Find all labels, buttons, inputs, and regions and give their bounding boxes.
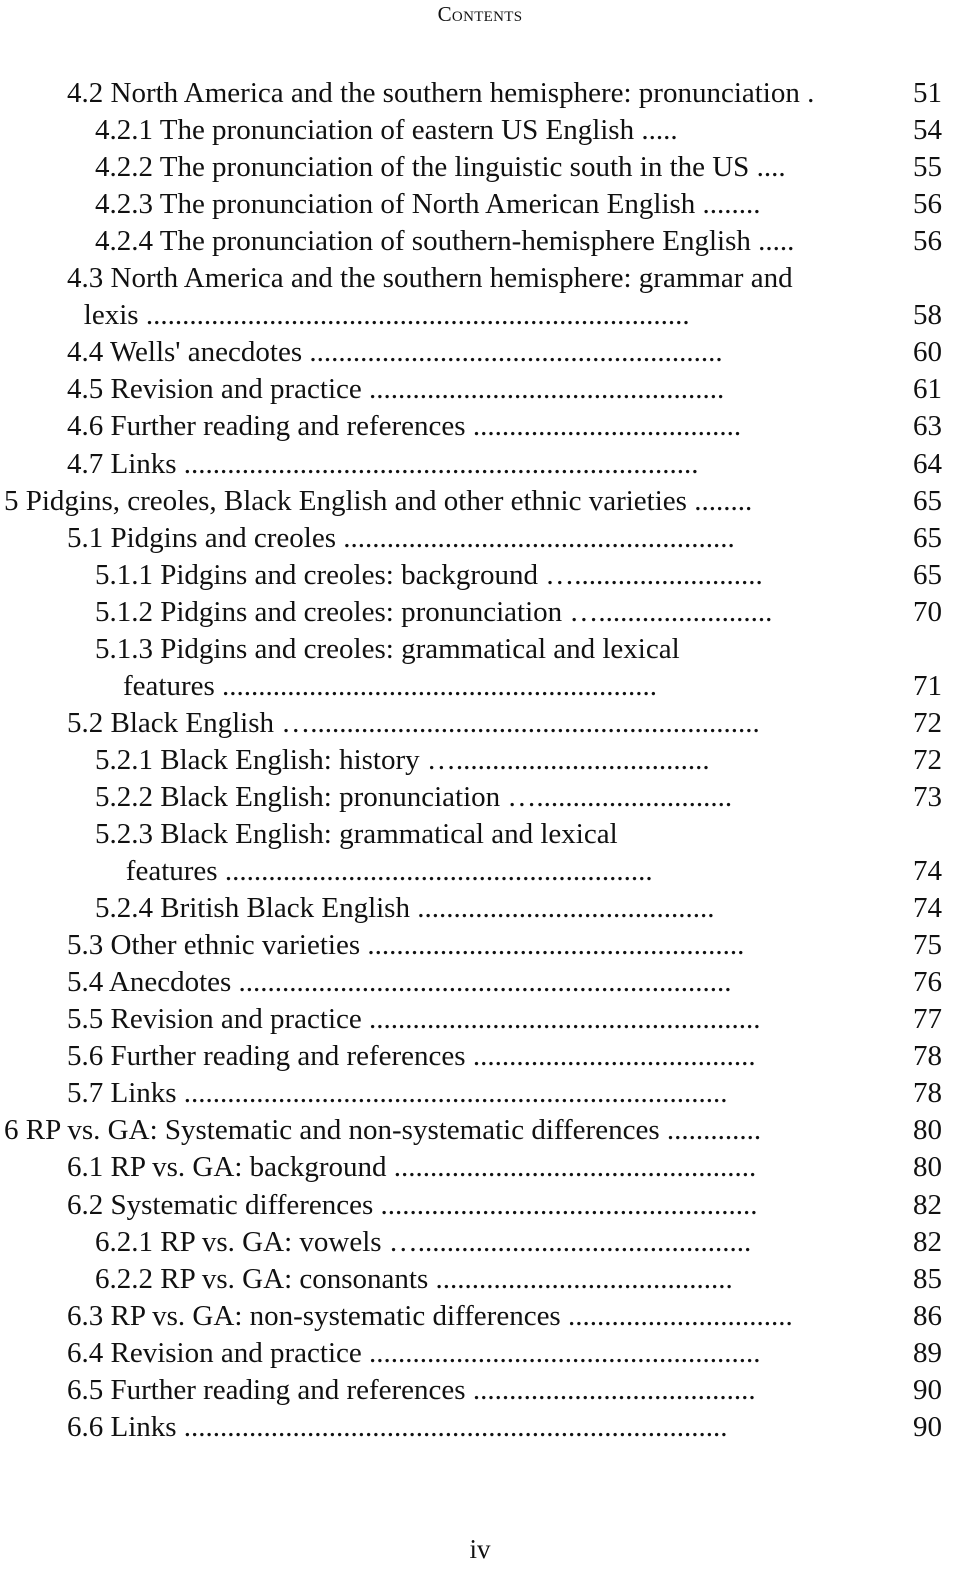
- toc-entry: [0, 1112, 960, 1149]
- toc-entry-title: 6.6 Links ...........................................................................: [67, 1410, 728, 1443]
- toc-entry-page: 86: [913, 1299, 942, 1332]
- toc-entry: [0, 668, 960, 705]
- toc-entry: [0, 186, 960, 223]
- toc-entry-title: 5.1.2 Pidgins and creoles: pronunciation …........................: [95, 595, 773, 628]
- toc-entry-title: 4.7 Links .......................................................................: [67, 447, 699, 480]
- toc-entry: [0, 557, 960, 594]
- toc-entry: [0, 334, 960, 371]
- toc-entry-title: 5.1 Pidgins and creoles ......................................................: [67, 521, 735, 554]
- toc-entry-title: 6.3 RP vs. GA: non-systematic differences ...............................: [67, 1299, 793, 1332]
- toc-entry-title: 5.2.2 Black English: pronunciation …...........................: [95, 780, 733, 813]
- toc-entry: [0, 816, 960, 853]
- toc-entry-title: 4.2.4 The pronunciation of southern-hemisphere English .....: [95, 225, 795, 258]
- toc-entry-page: 65: [913, 484, 942, 517]
- toc-entry-title: 5.5 Revision and practice ......................................................: [67, 1003, 761, 1036]
- toc-entry: [0, 1224, 960, 1261]
- toc-entry-title: 4.2.3 The pronunciation of North American English ........: [95, 188, 761, 221]
- toc-entry-title: 5.7 Links ...........................................................................: [67, 1077, 728, 1110]
- toc-entry: [0, 779, 960, 816]
- toc-entry-page: 70: [913, 595, 942, 628]
- toc-entry-title: 6.1 RP vs. GA: background ..................................................: [67, 1151, 757, 1184]
- toc-entry: [0, 964, 960, 1001]
- toc-entry-title: 5.6 Further reading and references .......................................: [67, 1040, 756, 1073]
- toc-entry-page: 74: [913, 892, 942, 925]
- toc-entry-title: features ...........................................................: [125, 855, 653, 888]
- toc-entry: [0, 408, 960, 445]
- toc-entry-page: 85: [913, 1262, 942, 1295]
- toc-entry-page: 89: [913, 1336, 942, 1369]
- toc-entry: [0, 223, 960, 260]
- toc-entry-page: 74: [913, 855, 942, 888]
- toc-entry-page: 82: [913, 1188, 942, 1221]
- toc-entry-page: 73: [913, 780, 942, 813]
- toc-entry-page: 78: [913, 1040, 942, 1073]
- toc-entry-title: 5 Pidgins, creoles, Black English and other ethnic varieties ........: [4, 484, 753, 517]
- toc-entry-title: 6.2 Systematic differences ....................................................: [67, 1188, 758, 1221]
- toc-entry: [0, 371, 960, 408]
- toc-entry-page: 90: [913, 1373, 942, 1406]
- toc-entry-title: 5.2.3 Black English: grammatical and lexical: [95, 818, 618, 850]
- toc-entry-page: 65: [913, 521, 942, 554]
- toc-entry: [0, 520, 960, 557]
- toc-entry: [0, 1409, 960, 1446]
- toc-entry-title: 4.2.2 The pronunciation of the linguistic south in the US ....: [95, 151, 786, 184]
- toc-entry-title: 6.2.1 RP vs. GA: vowels …..............................................: [95, 1225, 752, 1258]
- toc-entry-page: 82: [913, 1225, 942, 1258]
- toc-entry: [0, 1075, 960, 1112]
- toc-entry-title: 4.3 North America and the southern hemisphere: grammar and: [67, 262, 793, 295]
- toc-entry-title: 4.2 North America and the southern hemisphere: pronunciation .: [67, 77, 815, 109]
- toc-entry-page: 76: [913, 966, 942, 999]
- toc-entry-page: 61: [913, 373, 942, 406]
- toc-entry-page: 64: [913, 447, 942, 480]
- toc-entry-page: 56: [913, 188, 942, 221]
- toc-entry-title: 5.2 Black English …..............................................................: [67, 706, 760, 739]
- toc-entry-title: 5.2.1 Black English: history …...................................: [95, 743, 710, 776]
- toc-entry-page: 56: [913, 225, 942, 258]
- toc-entry-page: 51: [913, 77, 942, 109]
- toc-entry: [0, 112, 960, 149]
- toc-entry-title: 6.5 Further reading and references .......................................: [67, 1373, 756, 1406]
- toc-entry: [0, 1187, 960, 1224]
- toc-entry: [0, 853, 960, 890]
- toc-entry: [0, 483, 960, 520]
- toc-entry: [0, 1261, 960, 1298]
- toc-entry-title: 5.3 Other ethnic varieties ....................................................: [67, 929, 745, 962]
- toc-entry-page: 55: [913, 151, 942, 184]
- toc-entry-title: lexis ...........................................................................: [83, 299, 690, 332]
- toc-entry: [0, 297, 960, 334]
- toc-entry-title: 5.2.4 British Black English .........................................: [95, 892, 715, 925]
- toc-entry-title: 6 RP vs. GA: Systematic and non-systematic differences .............: [4, 1114, 762, 1147]
- toc-entry-title: 6.2.2 RP vs. GA: consonants .........................................: [95, 1262, 733, 1295]
- toc-entry-page: 65: [913, 558, 942, 591]
- toc-entry: [0, 1372, 960, 1409]
- toc-entry: [0, 594, 960, 631]
- toc-entry-page: 78: [913, 1077, 942, 1110]
- toc-entry-title: 5.1.1 Pidgins and creoles: background …..........................: [95, 558, 763, 591]
- toc-entry: [0, 260, 960, 297]
- toc-entry-title: 6.4 Revision and practice ......................................................: [67, 1336, 761, 1369]
- toc-entry: [0, 1149, 960, 1186]
- toc-entry: [0, 1038, 960, 1075]
- toc-entry: [0, 631, 960, 668]
- toc-entry-page: 58: [913, 299, 942, 332]
- toc-entry: [0, 1001, 960, 1038]
- toc-entry-page: 72: [913, 743, 942, 776]
- toc-entry-title: 5.4 Anecdotes ....................................................................: [67, 966, 732, 999]
- toc-entry-title: 4.2.1 The pronunciation of eastern US English .....: [95, 114, 678, 147]
- toc-entry: [0, 1298, 960, 1335]
- toc-entry-page: 72: [913, 706, 942, 739]
- toc-entry-title: 4.4 Wells' anecdotes .........................................................: [67, 336, 723, 369]
- toc-entry-page: 77: [913, 1003, 942, 1036]
- toc-entry-title: 4.6 Further reading and references .....................................: [67, 410, 742, 443]
- toc-entry-page: 80: [913, 1114, 942, 1147]
- toc-entry: [0, 742, 960, 779]
- toc-entry: [0, 705, 960, 742]
- page-number: iv: [469, 1534, 491, 1564]
- toc-entry-title: 4.5 Revision and practice .................................................: [67, 373, 725, 406]
- toc-entry-page: 90: [913, 1410, 942, 1443]
- toc-entry-title: 5.1.3 Pidgins and creoles: grammatical and lexical: [95, 632, 680, 665]
- toc-entry-page: 80: [913, 1151, 942, 1184]
- toc-entry-page: 75: [913, 929, 942, 962]
- toc-entry-title: features ............................................................: [123, 669, 658, 702]
- toc-entry: [0, 1335, 960, 1372]
- toc-entry-page: 63: [913, 410, 942, 443]
- toc-entry-page: 71: [913, 669, 942, 702]
- toc-entry: [0, 927, 960, 964]
- toc-entry: [0, 75, 960, 112]
- toc-entry-page: 60: [913, 336, 942, 369]
- running-header: Contents: [437, 2, 523, 26]
- toc-entry: [0, 446, 960, 483]
- toc-entry: [0, 890, 960, 927]
- toc-entry-page: 54: [913, 114, 942, 147]
- toc-entry: [0, 149, 960, 186]
